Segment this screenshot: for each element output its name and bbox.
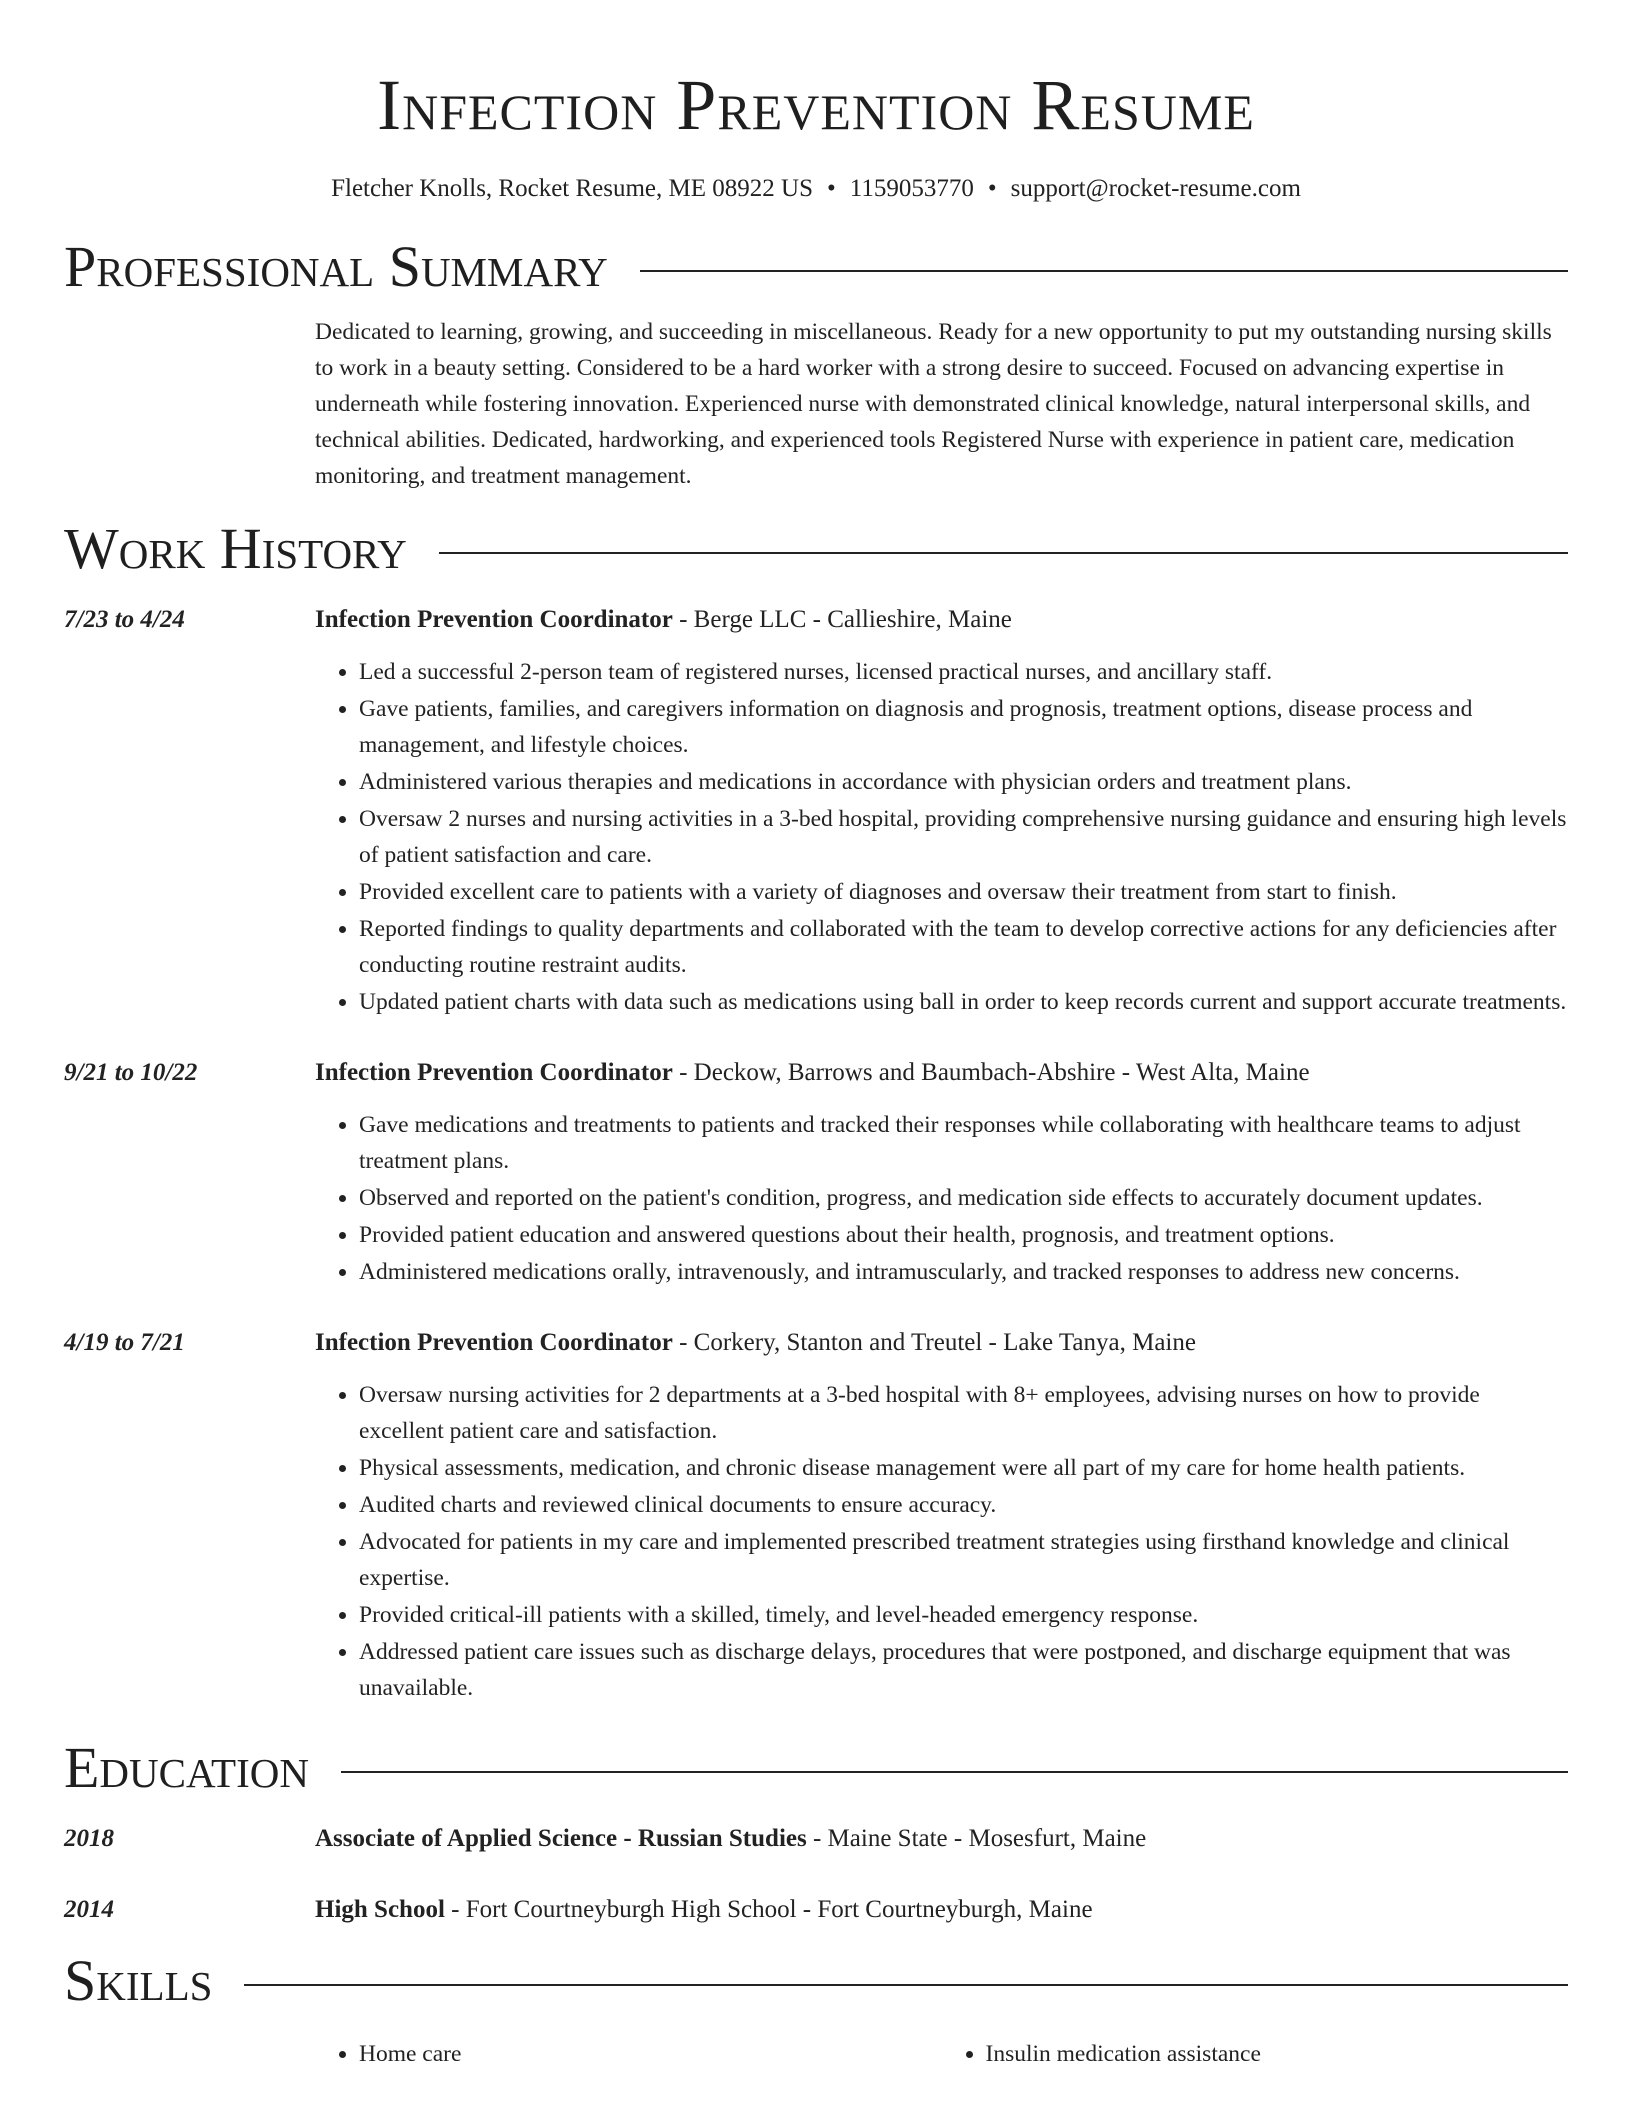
education-school-location: - Maine State - Mosesfurt, Maine xyxy=(806,1825,1147,1852)
job-dates: 7/23 to 4/24 xyxy=(64,606,185,633)
job-bullet: • Addressed patient care issues such as discharge delays, procedures that were postponed, and discharge equipment that was unavailable. xyxy=(359,1634,1568,1706)
summary-text: Dedicated to learning, growing, and succeeding in miscellaneous. Ready for a new opportunity to put my outstanding nursing skills to work in a beauty setting. Considered to be a hard worker with a strong desire to succeed. Focused on advancing expertise in underneath while fostering innovation. Experienced nurse with demonstrated clinical knowledge, natural interpersonal skills, and technical abilities. Dedicated, hardworking, and experienced tools Registered Nurse with experience in patient care, medication monitoring, and treatment management. xyxy=(315,319,1552,489)
job-bullets xyxy=(315,1377,1568,1706)
job-dates: 4/19 to 7/21 xyxy=(64,1329,185,1356)
education-section-header xyxy=(64,1733,1568,1803)
job-bullet: • Audited charts and reviewed clinical documents to ensure accuracy. xyxy=(359,1487,1568,1523)
job-detail xyxy=(315,602,1568,1021)
skills-section-header xyxy=(64,1946,1568,2016)
skills-column-right xyxy=(942,2036,1569,2072)
education-entry xyxy=(64,1821,1568,1857)
contact-address: Fletcher Knolls, Rocket Resume, ME 08922 US xyxy=(331,175,813,202)
skills-column-left xyxy=(315,2036,942,2072)
job-employer-location: - Deckow, Barrows and Baumbach-Abshire - West Alta, Maine xyxy=(672,1059,1310,1086)
summary-heading: Professional Summary xyxy=(64,234,608,299)
education-year: 2018 xyxy=(64,1825,114,1852)
job-bullet: • Provided critical-ill patients with a skilled, timely, and level-headed emergency response. xyxy=(359,1597,1568,1633)
job-bullet: • Administered medications orally, intravenously, and intramuscularly, and tracked responses to address new concerns. xyxy=(359,1254,1568,1290)
job-bullet: • Provided patient education and answered questions about their health, prognosis, and treatment options. xyxy=(359,1217,1568,1253)
job-detail xyxy=(315,1055,1568,1291)
job-bullet: • Oversaw nursing activities for 2 departments at a 3-bed hospital with 8+ employees, advising nurses on how to provide excellent patient care and satisfaction. xyxy=(359,1377,1568,1449)
work-history-list xyxy=(64,602,1568,1707)
skills-heading: Skills xyxy=(64,1948,213,2013)
section-divider xyxy=(244,1984,1568,1986)
job-title: Infection Prevention Coordinator xyxy=(315,1329,673,1356)
education-school-location: - Fort Courtneyburgh High School - Fort Courtneyburgh, Maine xyxy=(444,1896,1093,1923)
education-entry xyxy=(64,1892,1568,1928)
job-bullet: • Led a successful 2-person team of registered nurses, licensed practical nurses, and ancillary staff. xyxy=(359,654,1568,690)
job-title: Infection Prevention Coordinator xyxy=(315,606,673,633)
education-list xyxy=(64,1821,1568,1928)
skill-item: • Home care xyxy=(359,2036,942,2072)
skill-item: • Insulin medication assistance xyxy=(986,2036,1569,2072)
education-year: 2014 xyxy=(64,1896,114,1923)
contact-email: support@rocket-resume.com xyxy=(1010,175,1301,202)
section-divider xyxy=(439,552,1568,554)
education-degree: Associate of Applied Science - Russian Studies xyxy=(315,1825,807,1852)
job-bullets xyxy=(315,1107,1568,1290)
job-bullet: • Updated patient charts with data such as medications using ball in order to keep records current and support accurate treatments. xyxy=(359,984,1568,1020)
job-bullet: • Oversaw 2 nurses and nursing activities in a 3-bed hospital, providing comprehensive nursing guidance and ensuring high levels of patient satisfaction and care. xyxy=(359,801,1568,873)
job-detail xyxy=(315,1325,1568,1707)
contact-phone: 1159053770 xyxy=(849,175,974,202)
resume-page xyxy=(64,0,1568,2072)
skills-grid xyxy=(315,2036,1568,2072)
job-bullet: • Observed and reported on the patient's condition, progress, and medication side effects to accurately document updates. xyxy=(359,1180,1568,1216)
resume-title: Infection Prevention Resume xyxy=(377,65,1255,145)
job-entry xyxy=(64,1055,1568,1291)
job-employer-location: - Berge LLC - Callieshire, Maine xyxy=(672,606,1012,633)
education-heading-line xyxy=(315,1821,1146,1857)
job-bullet: • Advocated for patients in my care and implemented prescribed treatment strategies using firsthand knowledge and clinical expertise. xyxy=(359,1524,1568,1596)
summary-section-header xyxy=(64,232,1568,302)
section-divider xyxy=(341,1771,1568,1773)
job-entry xyxy=(64,602,1568,1021)
job-heading xyxy=(315,602,1568,638)
contact-separator: • xyxy=(987,175,997,202)
job-bullet: • Reported findings to quality departments and collaborated with the team to develop corrective actions for any deficiencies after conducting routine restraint audits. xyxy=(359,911,1568,983)
job-heading xyxy=(315,1325,1568,1361)
job-bullet: • Gave patients, families, and caregivers information on diagnosis and prognosis, treatment options, disease process and management, and lifestyle choices. xyxy=(359,691,1568,763)
job-dates: 9/21 to 10/22 xyxy=(64,1059,198,1086)
education-heading-line xyxy=(315,1892,1093,1928)
job-employer-location: - Corkery, Stanton and Treutel - Lake Tanya, Maine xyxy=(672,1329,1196,1356)
job-heading xyxy=(315,1055,1568,1091)
education-heading: Education xyxy=(64,1735,309,1800)
job-bullet: • Provided excellent care to patients with a variety of diagnoses and oversaw their treatment from start to finish. xyxy=(359,874,1568,910)
job-bullet: • Physical assessments, medication, and chronic disease management were all part of my care for home health patients. xyxy=(359,1450,1568,1486)
section-divider xyxy=(640,270,1568,272)
job-title: Infection Prevention Coordinator xyxy=(315,1059,673,1086)
education-degree: High School xyxy=(315,1896,445,1923)
work-section-header xyxy=(64,514,1568,584)
job-bullet: • Gave medications and treatments to patients and tracked their responses while collaborating with healthcare teams to adjust treatment plans. xyxy=(359,1107,1568,1179)
job-bullets xyxy=(315,654,1568,1020)
contact-separator: • xyxy=(827,175,836,202)
job-entry xyxy=(64,1325,1568,1707)
job-bullet: • Administered various therapies and medications in accordance with physician orders and treatment plans. xyxy=(359,764,1568,800)
contact-line xyxy=(64,172,1568,206)
work-heading: Work History xyxy=(64,516,407,581)
